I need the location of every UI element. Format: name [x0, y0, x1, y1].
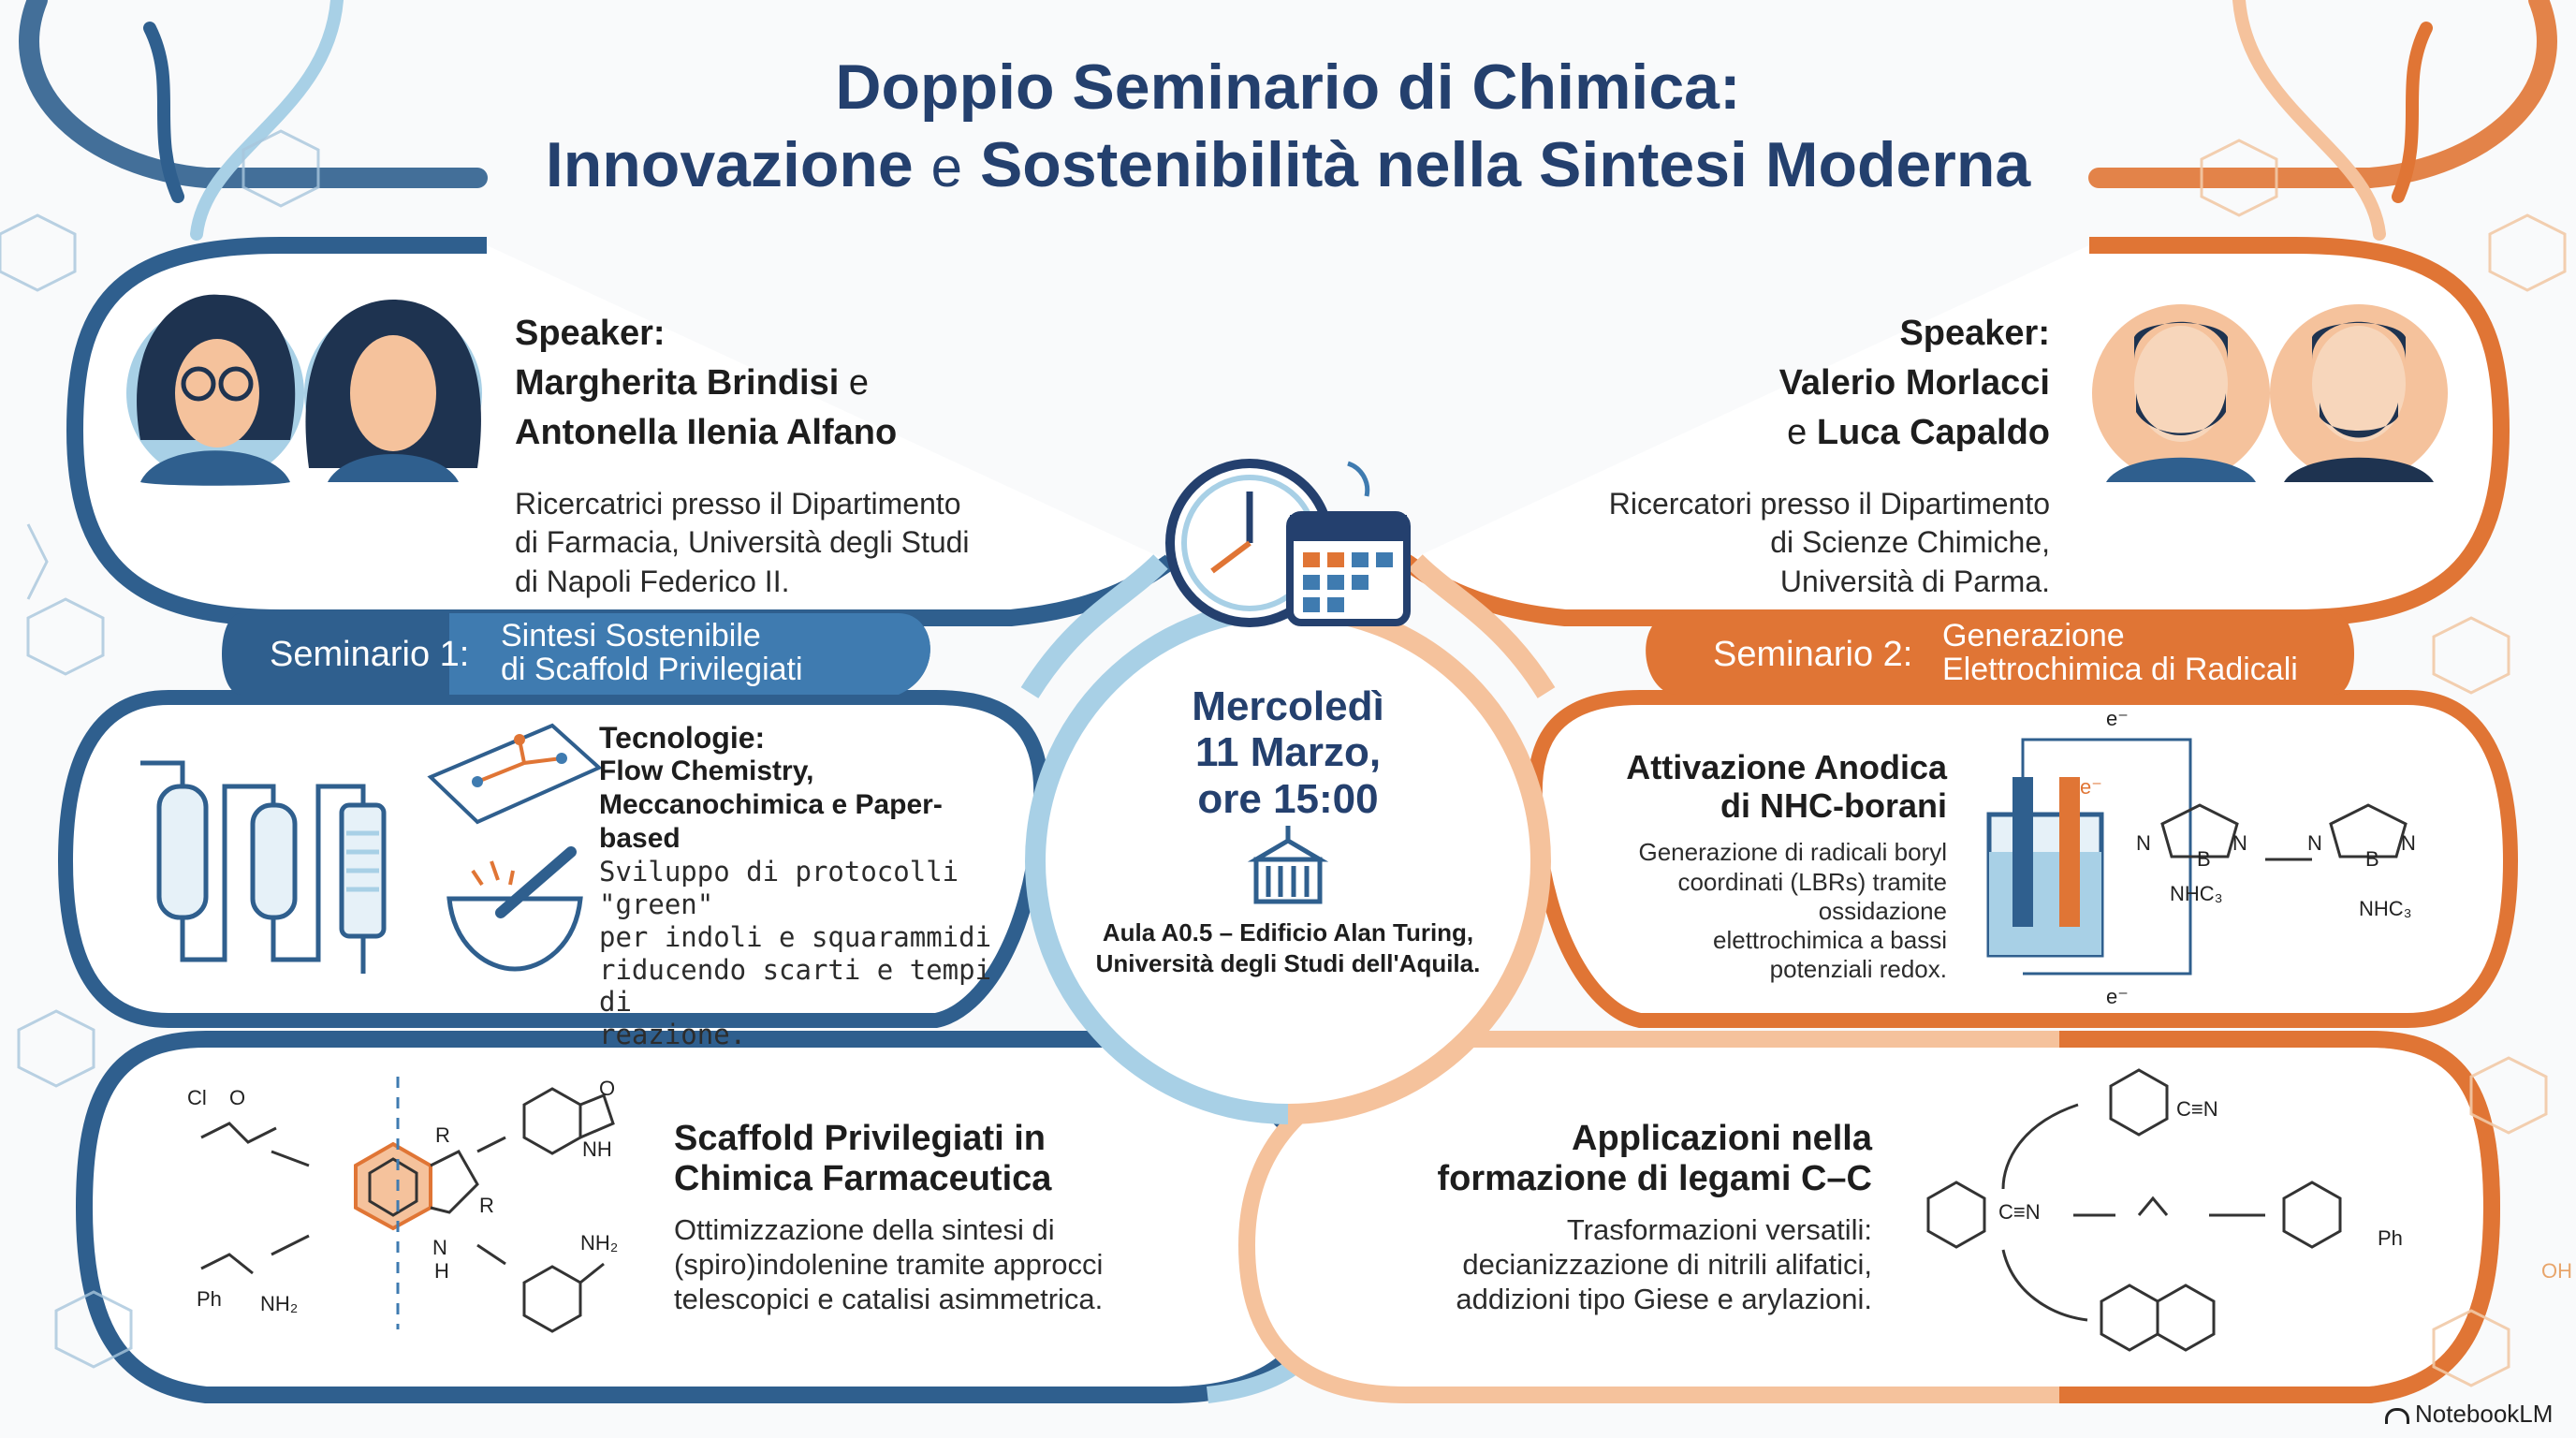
- tech-subtitle-line: Meccanochimica e Paper-: [599, 789, 943, 821]
- event-day: Mercoledì: [1192, 683, 1384, 729]
- tech-subtitle-line: based: [599, 823, 681, 855]
- left-speaker-name2: Antonella Ilenia Alfano: [515, 413, 898, 453]
- nhc3-label-left: NHC₃: [2170, 882, 2223, 905]
- title-line-2-e: e: [930, 135, 963, 198]
- left-speakers-block: [515, 309, 1002, 601]
- electron-label-bottom: e⁻: [2106, 985, 2129, 1008]
- event-datetime: [1101, 683, 1475, 822]
- title-line-1: Doppio Seminario di Chimica:: [835, 51, 1741, 123]
- right-aff-line: Ricercatori presso il Dipartimento: [1608, 486, 2050, 521]
- title-line-2-b: Sostenibilità nella Sintesi Moderna: [979, 128, 2031, 200]
- anodic-body-line: potenziali redox.: [1769, 955, 1947, 984]
- cc-body-line: Trasformazioni versatili:: [1566, 1212, 1872, 1246]
- r-label: R: [479, 1194, 494, 1217]
- electron-label-anode: e⁻: [2080, 775, 2102, 799]
- boron-label-right: B: [2365, 847, 2379, 871]
- right-speaker-conj: e: [1787, 413, 1808, 453]
- cc-body: [1385, 1212, 1872, 1317]
- event-date: 11 Marzo,: [1194, 729, 1382, 776]
- nh2-label-left: NH₂: [260, 1292, 299, 1315]
- tech-subtitle: [599, 755, 1011, 856]
- cl-label: Cl: [187, 1086, 207, 1109]
- seminar1-title: [501, 620, 803, 686]
- anodic-body: [1591, 838, 1947, 984]
- cn-label-top: C≡N: [2176, 1097, 2218, 1121]
- seminar2-title-line: Elettrochimica di Radicali: [1942, 651, 2298, 687]
- anodic-body-line: ossidazione: [1818, 896, 1947, 925]
- seminar2-cc: [1385, 1119, 1872, 1316]
- scaffold-title: [674, 1119, 1161, 1199]
- right-aff-line: di Scienze Chimiche,: [1770, 525, 2050, 560]
- nh-label: NH: [582, 1137, 612, 1161]
- page-title: [0, 49, 2576, 204]
- event-time: ore 15:00: [1197, 775, 1379, 822]
- nitrogen-label: N: [2307, 831, 2322, 855]
- event-place: [1054, 917, 1522, 978]
- left-aff-line: di Napoli Federico II.: [515, 564, 790, 598]
- left-speaker-affiliation: [515, 485, 1002, 602]
- cc-title: [1385, 1119, 1872, 1199]
- seminar1-title-line: Sintesi Sostenibile: [501, 618, 761, 653]
- ph-label-left: Ph: [197, 1287, 222, 1311]
- scaffold-body-line: Ottimizzazione della sintesi di: [674, 1212, 1055, 1246]
- o-label: O: [599, 1077, 616, 1100]
- cc-body-line: decianizzazione di nitrili alifatici,: [1462, 1248, 1872, 1282]
- scaffold-title-line: Scaffold Privilegiati in: [674, 1119, 1046, 1158]
- boron-label-left: B: [2197, 847, 2211, 871]
- left-speaker-conj: e: [848, 363, 869, 404]
- event-place-line: Aula A0.5 – Edificio Alan Turing,: [1102, 918, 1474, 946]
- seminar2-anodic: [1591, 749, 1947, 984]
- left-speaker-name1: Margherita Brindisi: [515, 363, 840, 404]
- cc-title-line: formazione di legami C–C: [1437, 1158, 1872, 1198]
- tech-subtitle-line: Flow Chemistry,: [599, 756, 814, 787]
- seminar2-label: Seminario 2:: [1713, 635, 1913, 674]
- right-speaker-label: Speaker:: [1899, 314, 2050, 353]
- scaffold-body-line: (spiro)indolenine tramite approcci: [674, 1248, 1104, 1282]
- o-label: O: [229, 1086, 246, 1109]
- anodic-body-line: elettrochimica a bassi: [1713, 925, 1947, 954]
- nitrogen-label: N: [2136, 831, 2151, 855]
- anodic-title: [1591, 749, 1947, 825]
- cc-title-line: Applicazioni nella: [1572, 1119, 1872, 1158]
- r-label: R: [435, 1123, 450, 1147]
- brand-name: NotebookLM: [2415, 1400, 2554, 1428]
- electron-label-top: e⁻: [2106, 707, 2129, 730]
- cn-label-left: C≡N: [1998, 1200, 2041, 1224]
- left-speaker-label: Speaker:: [515, 314, 666, 353]
- left-aff-line: di Farmacia, Università degli Studi: [515, 525, 970, 560]
- right-speaker-names-line2: [1554, 408, 2050, 458]
- scaffold-body: [674, 1212, 1161, 1317]
- seminar1-label: Seminario 1:: [270, 635, 470, 674]
- right-speaker-name2: Luca Capaldo: [1816, 413, 2050, 453]
- tech-body-line: reazione.: [599, 1019, 747, 1051]
- tech-body: [599, 856, 1011, 1051]
- nitrogen-label: N: [2232, 831, 2247, 855]
- scaffold-body-line: telescopici e catalisi asimmetrica.: [674, 1283, 1104, 1316]
- oh-label: OH: [2541, 1259, 2572, 1283]
- tech-title: Tecnologie:: [599, 721, 766, 755]
- tech-body-line: riducendo scarti e tempi di: [599, 953, 992, 1019]
- right-speakers-block: [1554, 309, 2050, 601]
- left-aff-line: Ricercatrici presso il Dipartimento: [515, 486, 961, 521]
- cc-body-line: addizioni tipo Giese e arylazioni.: [1456, 1283, 1872, 1316]
- tech-body-line: per indoli e squarammidi: [599, 920, 992, 953]
- h-label: H: [434, 1259, 449, 1283]
- seminar2-title: [1942, 620, 2298, 686]
- left-speaker-names-line1: [515, 359, 1002, 408]
- nh2-label: NH₂: [580, 1231, 619, 1255]
- title-line-2: [0, 126, 2576, 204]
- ph-label-right: Ph: [2378, 1226, 2403, 1250]
- right-aff-line: Università di Parma.: [1779, 564, 2050, 598]
- right-speaker-name1: Valerio Morlacci: [1778, 363, 2050, 404]
- anodic-title-line: di NHC-borani: [1720, 785, 1947, 825]
- seminar1-technologies: [599, 721, 1011, 1051]
- event-place-line: Università degli Studi dell'Aquila.: [1095, 948, 1481, 977]
- indole-n-label: N: [432, 1236, 447, 1259]
- nhc3-label-right: NHC₃: [2359, 897, 2412, 920]
- right-speaker-affiliation: [1554, 485, 2050, 602]
- seminar1-scaffold: [674, 1119, 1161, 1316]
- scaffold-title-line: Chimica Farmaceutica: [674, 1158, 1052, 1198]
- seminar2-title-line: Generazione: [1942, 618, 2125, 653]
- clock-calendar-icon: [1170, 463, 1407, 623]
- title-line-2-a: Innovazione: [545, 128, 914, 200]
- tech-body-line: Sviluppo di protocolli "green": [599, 856, 959, 920]
- brand-icon: [2385, 1408, 2409, 1424]
- brand-mark: [2385, 1400, 2553, 1429]
- anodic-body-line: Generazione di radicali boryl: [1638, 838, 1947, 867]
- anodic-title-line: Attivazione Anodica: [1626, 748, 1947, 786]
- nitrogen-label: N: [2401, 831, 2416, 855]
- seminar1-title-line: di Scaffold Privilegiati: [501, 651, 803, 687]
- anodic-body-line: coordinati (LBRs) tramite: [1677, 867, 1947, 896]
